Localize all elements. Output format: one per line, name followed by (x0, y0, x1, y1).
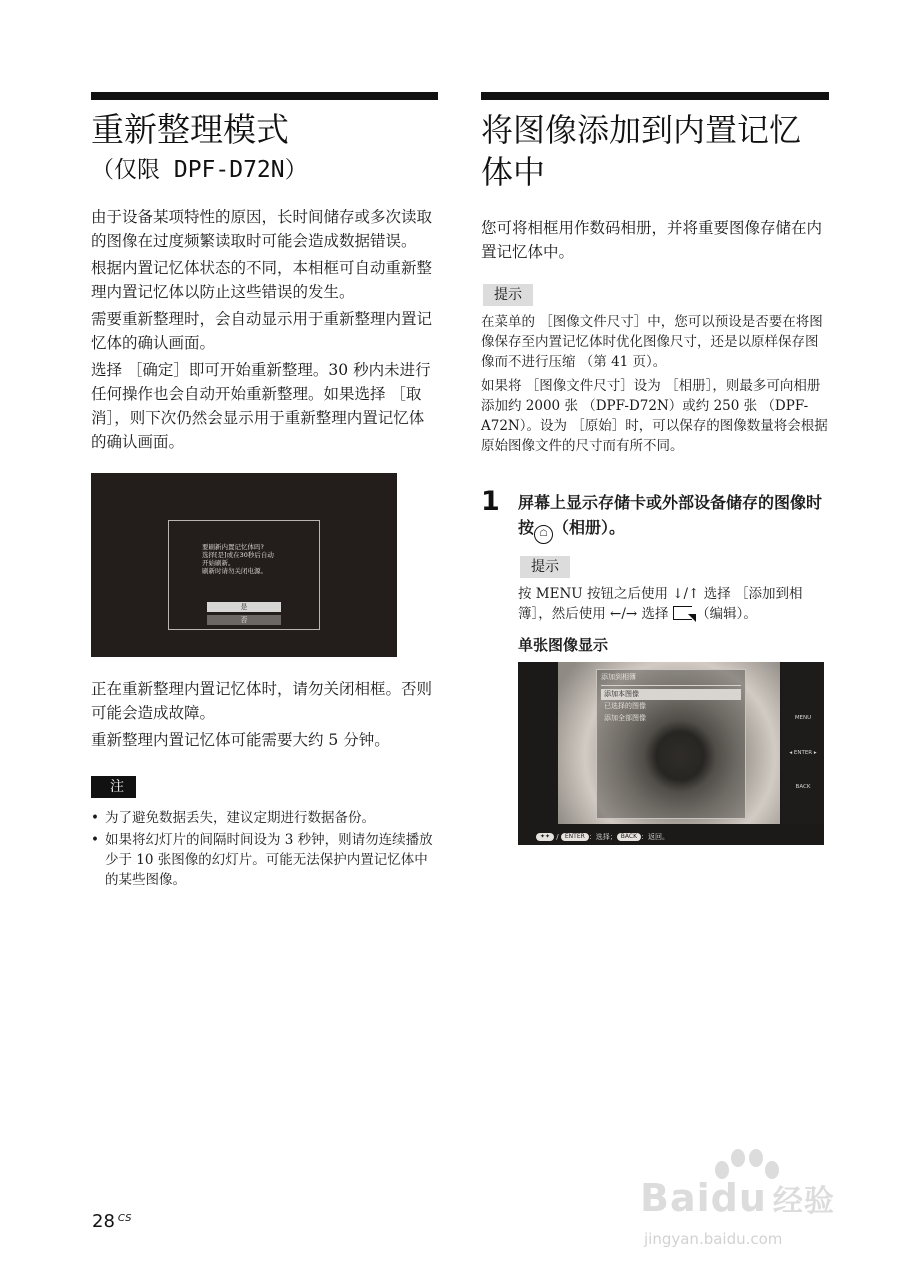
page-number (92, 1211, 131, 1232)
page-number-value: 28 (92, 1211, 115, 1232)
add-to-album-screenshot (518, 662, 824, 845)
paragraph: 根据内置记忆体状态的不同，本相框可自动重新整理内置记忆体以防止这些错误的发生。 (91, 259, 433, 301)
help-text: ：选择； (588, 833, 617, 841)
paragraph: 重新整理内置记忆体可能需要大约 5 分钟。 (91, 731, 390, 749)
menu-item-add-selected: 已选择的图像 (604, 702, 646, 710)
right-column (481, 92, 829, 845)
dialog-no-button: 否 (207, 615, 281, 625)
reorganize-body (91, 205, 438, 454)
brand-cn-text: 经验 (772, 1184, 835, 1219)
step-hint-text (518, 584, 829, 624)
watermark-url: jingyan.baidu.com (644, 1230, 783, 1248)
step-hint-section (518, 556, 829, 845)
paragraph: 由于设备某项特性的原因，长时间储存或多次读取的图像在过度频繁读取时可能会造成数据错误。 (91, 208, 433, 250)
hint-section (481, 284, 829, 456)
side-enter-label: ◂ ENTER ▸ (789, 750, 817, 756)
menu-divider (601, 685, 741, 686)
paragraph: 选择 ［确定］即可开始重新整理。30 秒内未进行任何操作也会自动开始重新整理。如果选择 ［取消］，则下次仍然会显示用于重新整理内置记忆体的确认画面。 (91, 361, 431, 451)
enter-key-icon: ENTER (561, 833, 589, 841)
step-text (518, 490, 829, 544)
step-text-part: 屏幕上显示存储卡或外部设备储存的图像时按 (518, 493, 823, 537)
note-section (91, 776, 438, 890)
refresh-confirm-screenshot (91, 473, 397, 657)
baidu-watermark (640, 1148, 870, 1268)
intro-paragraph: 您可将相框用作数码相册，并将重要图像存储在内置记忆体中。 (481, 219, 823, 261)
section-subtitle: （仅限 DPF-D72N） (91, 157, 308, 183)
back-key-icon: BACK (617, 833, 641, 841)
hint-paragraph: 在菜单的 ［图像文件尺寸］中，您可以预设是否要在将图像保存至内置记忆体时优化图像尺寸，还是以原样保存图像而不进行压缩 （第 41 页）。 (481, 314, 823, 370)
dialog-yes-button: 是 (207, 602, 281, 612)
list-item: • 如果将幻灯片的间隔时间设为 3 秒钟，则请勿连续播放少于 10 张图像的幻灯片。可能无法保护内置记忆体中的某些图像。 (91, 830, 438, 890)
note-label: 注 (91, 776, 136, 798)
brand-text: du (710, 1176, 767, 1220)
side-button-panel (782, 662, 824, 824)
left-column (91, 92, 438, 892)
title-line: 将图像添加到内置记忆 (481, 111, 802, 149)
hint-label: 提示 (483, 284, 533, 306)
step-hint-part: （编辑）。 (696, 606, 757, 622)
menu-item-add-all: 添加全部图像 (604, 714, 646, 722)
paragraph: 需要重新整理时，会自动显示用于重新整理内置记忆体的确认画面。 (91, 310, 433, 352)
title-line: 体中 (481, 153, 546, 191)
language-code: CS (117, 1213, 132, 1224)
confirm-dialog (168, 520, 320, 630)
note-list (91, 808, 438, 890)
menu-item-add-this: 添加本图像 (601, 689, 741, 700)
menu-title: 添加到相簿 (601, 673, 636, 681)
hint-paragraph: 如果将 ［图像文件尺寸］设为 ［相册］，则最多可向相册添加约 2000 张 （DPF-D72N）或约 250 张 （DPF-A72N）。设为 ［原始］时，可以保存的图像数量将会根据原始图像文件的尺寸而有所不同。 (481, 378, 828, 454)
single-view-heading: 单张图像显示 (518, 636, 609, 654)
paragraph: 正在重新整理内置记忆体时，请勿关闭相框。否则可能会造成故障。 (91, 680, 433, 722)
help-text: ：返回。 (641, 833, 670, 841)
step-hint-part: 按 MENU 按钮之后使用 ↓/↑ 选择 ［添加到相簿］，然后使用 ←/→ 选择 (518, 586, 803, 622)
add-to-album-menu (596, 669, 746, 819)
section-title-add-images (481, 109, 829, 193)
section-title-reorganize: 重新整理模式 (91, 110, 289, 149)
watermark-brand (640, 1176, 835, 1220)
dialog-message: 要刷新内置记忆体吗? 选择[是]或在30秒后自动 开始刷新。 刷新时请勿关闭电源。 (202, 543, 274, 575)
side-back-label: BACK (795, 784, 811, 790)
section-rule (481, 92, 829, 100)
section-rule (91, 92, 438, 100)
hint-label: 提示 (520, 556, 570, 578)
album-icon: ☖ (534, 525, 553, 544)
edit-icon (673, 606, 692, 620)
step-number: 1 (481, 486, 500, 517)
screen-help-bar: ✦✦ / ENTER ：选择； BACK ：返回。 (518, 829, 824, 845)
arrow-keys-icon: ✦✦ (536, 833, 554, 841)
step-text-part: （相册）。 (553, 518, 626, 537)
step-1 (481, 486, 829, 544)
brand-text: Bai (640, 1176, 711, 1220)
list-item: • 为了避免数据丢失，建议定期进行数据备份。 (91, 808, 438, 828)
side-menu-label: MENU (794, 715, 812, 721)
